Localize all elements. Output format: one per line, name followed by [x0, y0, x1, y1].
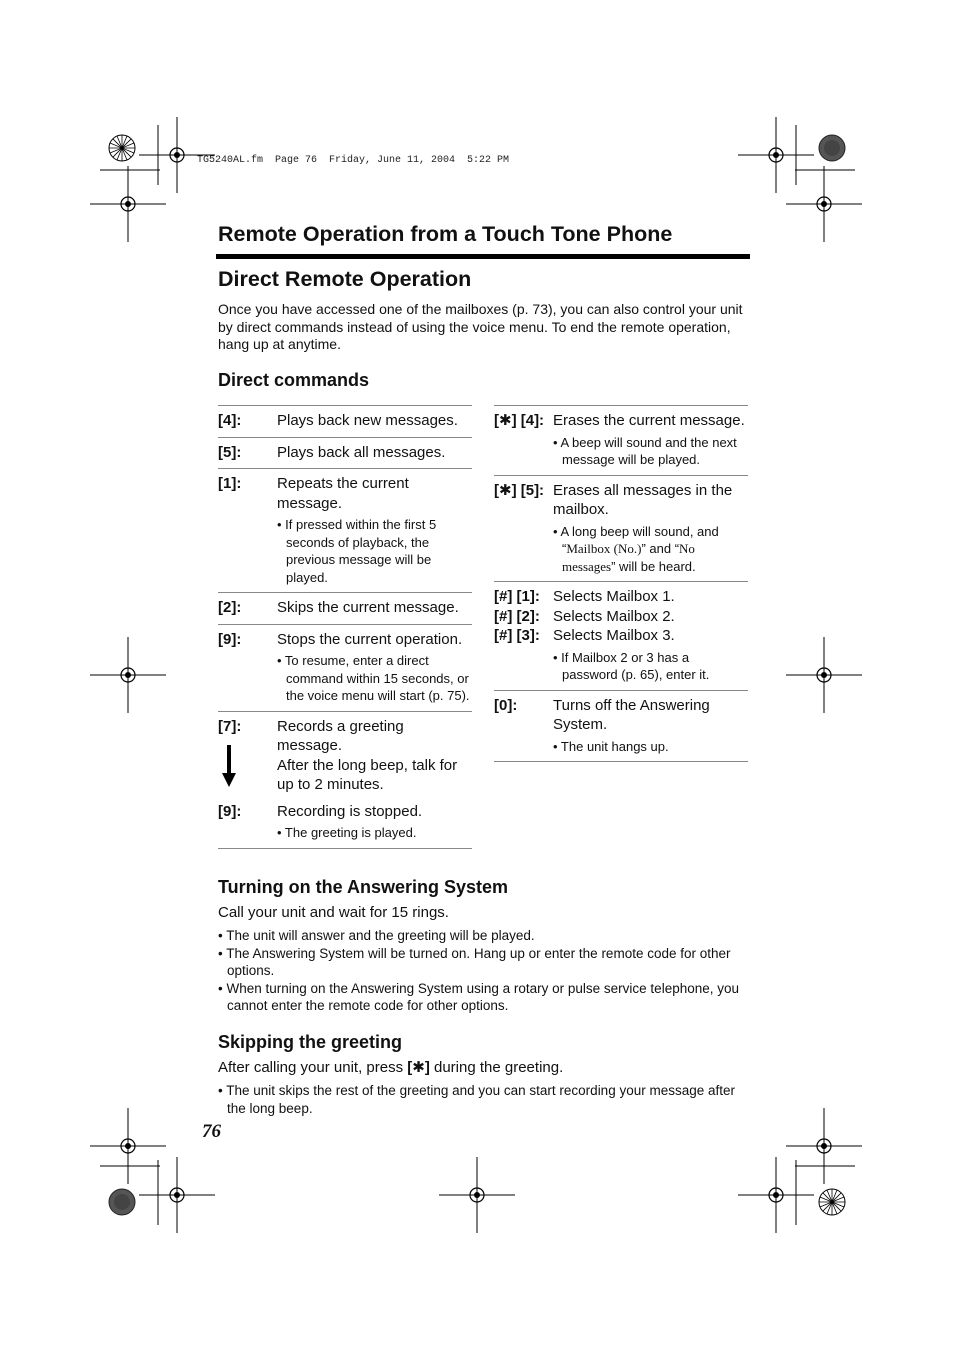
command-key: [#] [3]: — [494, 627, 540, 644]
command-key: [4]: — [218, 412, 242, 429]
file-info: TG5240AL.fm Page 76 Friday, June 11, 2004 5:22 PM — [197, 155, 510, 166]
command-row — [218, 468, 472, 592]
bullet-item: • The Answering System will be turned on. Hang up or enter the remote code for other options. — [218, 945, 731, 979]
command-desc: Erases the current message. — [553, 412, 745, 429]
command-key: [✱] [4]: — [494, 412, 545, 429]
turning-on-section — [218, 903, 748, 1015]
bullet-item: • The unit skips the rest of the greeting and you can start recording your message after the long beep. — [218, 1083, 736, 1116]
command-desc: Turns off the Answering System. — [553, 696, 710, 733]
command-row — [218, 624, 472, 711]
command-row — [494, 690, 748, 763]
command-desc: Selects Mailbox 1. — [553, 588, 675, 605]
command-row — [494, 475, 748, 582]
command-desc: Records a greeting message. — [277, 717, 404, 754]
turning-on-heading: Turning on the Answering System — [218, 877, 509, 897]
commands-right-column — [494, 405, 748, 762]
command-row — [494, 405, 748, 475]
command-desc: Skips the current message. — [277, 599, 459, 616]
command-key: [0]: — [494, 696, 518, 714]
command-desc: Plays back new messages. — [277, 412, 458, 429]
command-note: • If Mailbox 2 or 3 has a password (p. 65), enter it. — [553, 649, 710, 682]
commands-left-column — [218, 405, 472, 849]
direct-commands-heading: Direct commands — [218, 370, 370, 390]
command-desc: After the long beep, talk for up to 2 minutes. — [277, 756, 458, 793]
command-row — [218, 711, 472, 849]
command-note: • A long beep will sound, and “Mailbox (No.)” and “No messages” will be heard. — [553, 523, 719, 574]
command-row — [218, 592, 472, 624]
turning-on-text: Call your unit and wait for 15 rings. — [218, 904, 449, 921]
command-note: • If pressed within the first 5 seconds of playback, the previous message will be played. — [277, 517, 437, 585]
skipping-text: After calling your unit, press [✱] during the greeting. — [218, 1059, 564, 1076]
command-row — [218, 405, 472, 437]
command-desc: Recording is stopped. — [277, 802, 423, 820]
bullet-item: • When turning on the Answering System using a rotary or pulse service telephone, you cannot enter the remote code for other options. — [218, 980, 740, 1014]
command-key: [9]: — [218, 630, 242, 648]
command-key: [✱] [5]: — [494, 481, 545, 499]
command-key: [5]: — [218, 443, 242, 461]
arrow-down-icon — [222, 745, 236, 787]
section-title: Remote Operation from a Touch Tone Phone — [218, 222, 673, 246]
command-note: • The unit hangs up. — [553, 738, 669, 754]
command-note: • The greeting is played. — [277, 825, 417, 840]
command-desc: Stops the current operation. — [277, 630, 463, 648]
command-key: [#] [1]: — [494, 588, 540, 605]
command-desc: Selects Mailbox 2. — [553, 607, 675, 625]
star-key-icon: [✱] — [407, 1059, 430, 1076]
section-rule — [216, 254, 750, 259]
skipping-heading: Skipping the greeting — [218, 1032, 403, 1052]
command-key: [1]: — [218, 475, 242, 492]
intro-paragraph: Once you have accessed one of the mailboxes (p. 73), you can also control your unit by direct commands instead of using the voice menu. To end the remote operation, hang up at anytime. — [218, 301, 743, 352]
command-row — [218, 437, 472, 469]
skipping-section — [218, 1058, 748, 1117]
command-desc: Erases all messages in the mailbox. — [553, 481, 733, 518]
command-key: [7]: — [218, 717, 242, 735]
command-row — [494, 581, 748, 690]
command-note: • A beep will sound and the next message will be played. — [553, 434, 737, 467]
command-desc: Repeats the current message. — [277, 475, 409, 512]
command-desc: Selects Mailbox 3. — [553, 627, 675, 644]
command-desc: Plays back all messages. — [277, 443, 446, 461]
command-note: • To resume, enter a direct command within 15 seconds, or the voice menu will start (p. 75). — [277, 653, 470, 703]
page-title: Direct Remote Operation — [218, 267, 472, 291]
command-key: [#] [2]: — [494, 607, 540, 625]
bullet-item: • The unit will answer and the greeting will be played. — [218, 928, 535, 943]
page-number: 76 — [202, 1121, 221, 1142]
command-key: [9]: — [218, 802, 242, 820]
command-key: [2]: — [218, 599, 242, 616]
